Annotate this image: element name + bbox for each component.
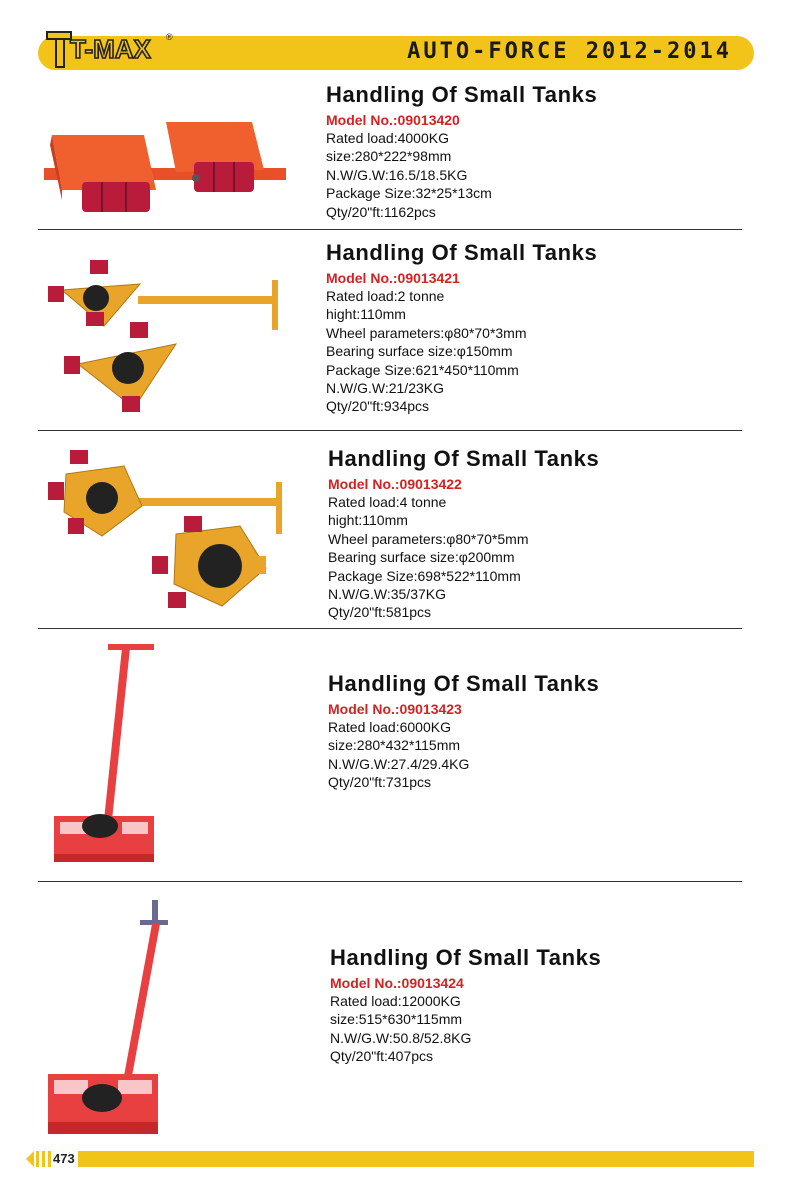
spec-line: Rated load:4 tonne — [328, 494, 447, 510]
section-divider — [38, 628, 742, 629]
spec-line: Rated load:6000KG — [328, 719, 451, 735]
spec-line: Bearing surface size:φ150mm — [326, 343, 513, 360]
product-image-09013424 — [44, 896, 168, 1142]
spec-line: hight:110mm — [326, 306, 406, 323]
spec-line: Qty/20"ft:407pcs — [330, 1048, 434, 1065]
product-image-09013420 — [44, 100, 286, 218]
spec-line: hight:110mm — [328, 512, 408, 529]
section-divider — [38, 881, 742, 882]
spec-line: Qty/20"ft:934pcs — [326, 398, 430, 415]
spec-line: Qty/20"ft:731pcs — [328, 774, 432, 791]
product-info-3 — [328, 446, 599, 622]
model-number: Model No.:09013424 — [330, 975, 464, 991]
spec-line: Qty/20"ft:1162pcs — [326, 203, 436, 220]
spec-line: Bearing surface size:φ200mm — [328, 549, 515, 566]
spec-line: Package Size:621*450*110mm — [326, 361, 519, 378]
spec-line: Package Size:32*25*13cm — [326, 185, 492, 202]
spec-line: Wheel parameters:φ80*70*5mm — [328, 530, 529, 547]
brand-logo — [44, 28, 174, 72]
product-title: Handling Of Small Tanks — [328, 446, 600, 471]
catalog-title: AUTO-FORCE 2012-2014 — [407, 39, 732, 64]
model-number: Model No.:09013422 — [328, 476, 462, 492]
spec-line: size:515*630*115mm — [330, 1011, 463, 1028]
spec-line: size:280*432*115mm — [328, 737, 461, 754]
product-title: Handling Of Small Tanks — [328, 671, 600, 696]
spec-line: Qty/20"ft:581pcs — [328, 604, 432, 621]
model-number: Model No.:09013423 — [328, 701, 462, 717]
footer-bar — [78, 1151, 754, 1167]
product-info-2 — [326, 240, 597, 416]
spec-line: N.W/G.W:16.5/18.5KG — [326, 166, 468, 183]
product-image-09013421 — [44, 256, 288, 414]
product-title: Handling Of Small Tanks — [326, 82, 598, 107]
spec-line: Wheel parameters:φ80*70*3mm — [326, 324, 527, 341]
spec-line: Package Size:698*522*110mm — [328, 567, 521, 584]
spec-line: Rated load:12000KG — [330, 993, 461, 1009]
product-info-5 — [330, 945, 601, 1066]
model-number: Model No.:09013421 — [326, 270, 460, 286]
spec-line: size:280*222*98mm — [326, 148, 452, 165]
page-number: 473 — [53, 1151, 75, 1166]
product-image-09013423 — [50, 640, 160, 872]
spec-line: Rated load:4000KG — [326, 130, 449, 146]
product-image-09013422 — [44, 446, 290, 616]
spec-line: N.W/G.W:21/23KG — [326, 380, 444, 397]
spec-line: N.W/G.W:50.8/52.8KG — [330, 1029, 472, 1046]
spec-line: N.W/G.W:27.4/29.4KG — [328, 755, 470, 772]
product-title: Handling Of Small Tanks — [326, 240, 598, 265]
product-info-1 — [326, 82, 597, 221]
spec-line: Rated load:2 tonne — [326, 288, 445, 304]
section-divider — [38, 229, 742, 230]
registered-icon: ® — [166, 32, 173, 42]
model-number: Model No.:09013420 — [326, 112, 460, 128]
logo-text: T-MAX — [70, 34, 151, 64]
product-title: Handling Of Small Tanks — [330, 945, 602, 970]
section-divider — [38, 430, 742, 431]
product-info-4 — [328, 671, 599, 792]
spec-line: N.W/G.W:35/37KG — [328, 586, 446, 603]
